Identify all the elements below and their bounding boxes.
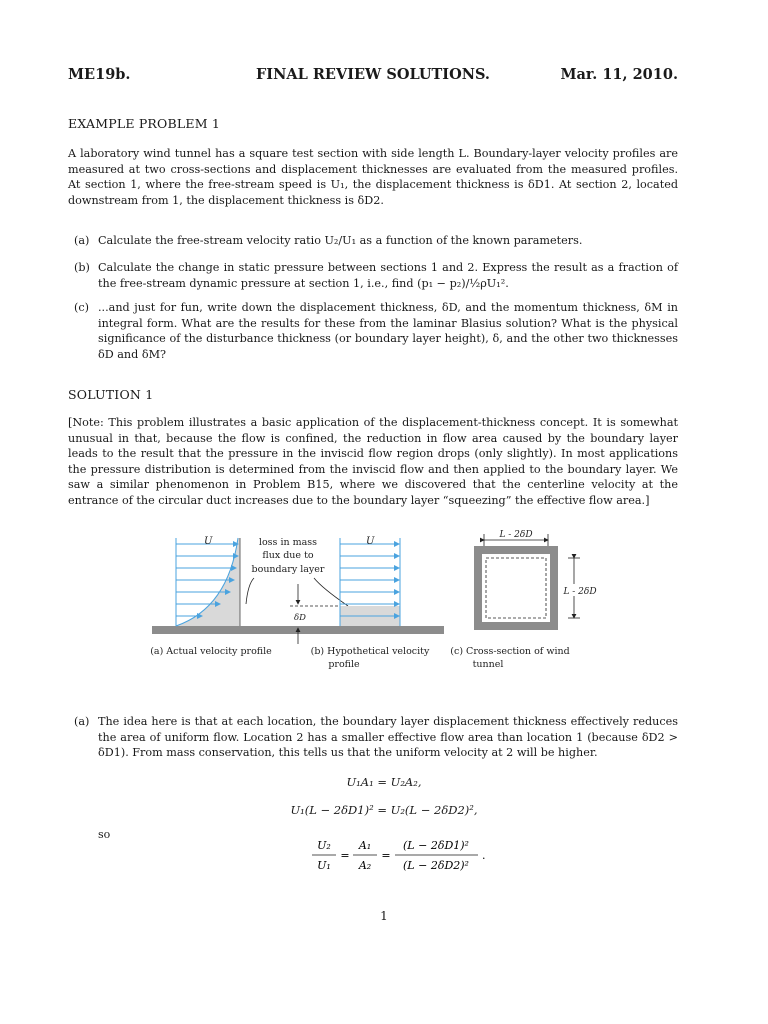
equation-mass-flow: U₁A₁ = U₂A₂, [346,775,422,789]
caption-c-line-2: tunnel [472,659,504,670]
header-course: ME19b. [68,66,131,83]
annotation-line-2: flux due to [262,550,314,561]
solution-part-a-text: The idea here is that at each location, the boundary layer displacement thickness effectively reduces the area of uniform flow. Location 2 has a smaller effective flow area than location 1 (because δD2 > δD1). From mass conservation, this tells us that the uniform velocity at 2 will be higher. [98,715,678,760]
part-b-text: Calculate the change in static pressure between sections 1 and 2. Express the result as a fraction of the free-stream dynamic pressure at section 1, i.e., find (p₁ − p₂)/½ρU₁². [98,261,678,290]
tunnel-inner-area [482,554,550,622]
so-label: so [98,828,111,841]
solution-note: [Note: This problem illustrates a basic application of the displacement-thickness concept. It is somewhat unusual in that, because the flow is confined, the reduction in flow area caused by the boundary layer leads to the result that the pressure in the inviscid flow region drops (only slightly). In most applications the pressure distribution is determined from the inviscid flow and then applied to the boundary layer. We saw a similar phenomenon in Problem B15, where we discovered that the centerline velocity at the entrance of the circular duct increases due to the boundary layer “squeezing” the effective flow area.] [68,416,678,507]
header-date: Mar. 11, 2010. [560,66,678,83]
header-title: FINAL REVIEW SOLUTIONS. [256,66,490,83]
eq3-mid-num: A₁ [358,839,372,852]
part-c-label: (c) [74,301,89,314]
svg-text:.: . [482,849,486,862]
profile-a-u-label: U [204,536,213,547]
part-a [74,233,678,249]
caption-b-line-2: profile [328,659,360,670]
solution-heading: SOLUTION 1 [68,387,154,402]
annotation-line-1: loss in mass [258,537,318,548]
equation-velocity-ratio [308,834,608,878]
svg-text:=: = [340,849,350,862]
caption-b-line-1: (b) Hypothetical velocity [310,646,430,657]
part-b [74,260,678,291]
page-header [68,66,678,86]
caption-c-line-1: (c) Cross-section of wind [450,646,570,657]
part-b-label: (b) [74,261,90,274]
eq3-lhs-num: U₂ [317,839,331,852]
boundary-layer-figure [0,526,768,676]
example-heading: EXAMPLE PROBLEM 1 [68,116,221,131]
height-label: L - 2δD [563,587,597,597]
part-a-label: (a) [74,234,90,247]
svg-text:=: = [381,849,391,862]
profile-b-u-label: U [366,536,375,547]
part-c [74,300,678,362]
annotation-line-3: boundary layer [251,564,325,575]
width-label: L - 2δD [499,530,533,540]
delta-label: δD [294,613,306,623]
eq3-rhs-num: (L − 2δD1)² [403,839,469,852]
equation-area: U₁(L − 2δD1)² = U₂(L − 2δD2)², [290,803,478,817]
caption-a: (a) Actual velocity profile [150,646,272,657]
eq3-rhs-den: (L − 2δD2)² [403,859,469,872]
problem-statement: A laboratory wind tunnel has a square test section with side length L. Boundary-layer velocity profiles are measured at two cross-sections and displacement thicknesses are evaluated from the measured profiles. At section 1, where the free-stream speed is U₁, the displacement thickness is δD1. At section 2, located downstream from 1, the displacement thickness is δD2. [68,147,678,207]
annotation-leader-a [246,578,254,604]
solution-part-a [74,714,678,761]
eq3-lhs-den: U₁ [317,859,331,872]
part-a-text: Calculate the free-stream velocity ratio U₂/U₁ as a function of the known parameters. [98,234,583,247]
part-c-text: ...and just for fun, write down the displacement thickness, δD, and the momentum thickness, δM in integral form. What are the results for these from the laminar Blasius solution? What is the physical significance of the disturbance thickness (or boundary layer height), δ, and the other two thicknesses δD and δM? [98,301,678,361]
eq3-mid-den: A₂ [358,859,372,872]
boundary-layer-shaded-region [176,538,240,626]
solution-part-a-label: (a) [74,715,90,728]
page-number: 1 [380,909,388,923]
profile-b-arrows [340,544,399,616]
